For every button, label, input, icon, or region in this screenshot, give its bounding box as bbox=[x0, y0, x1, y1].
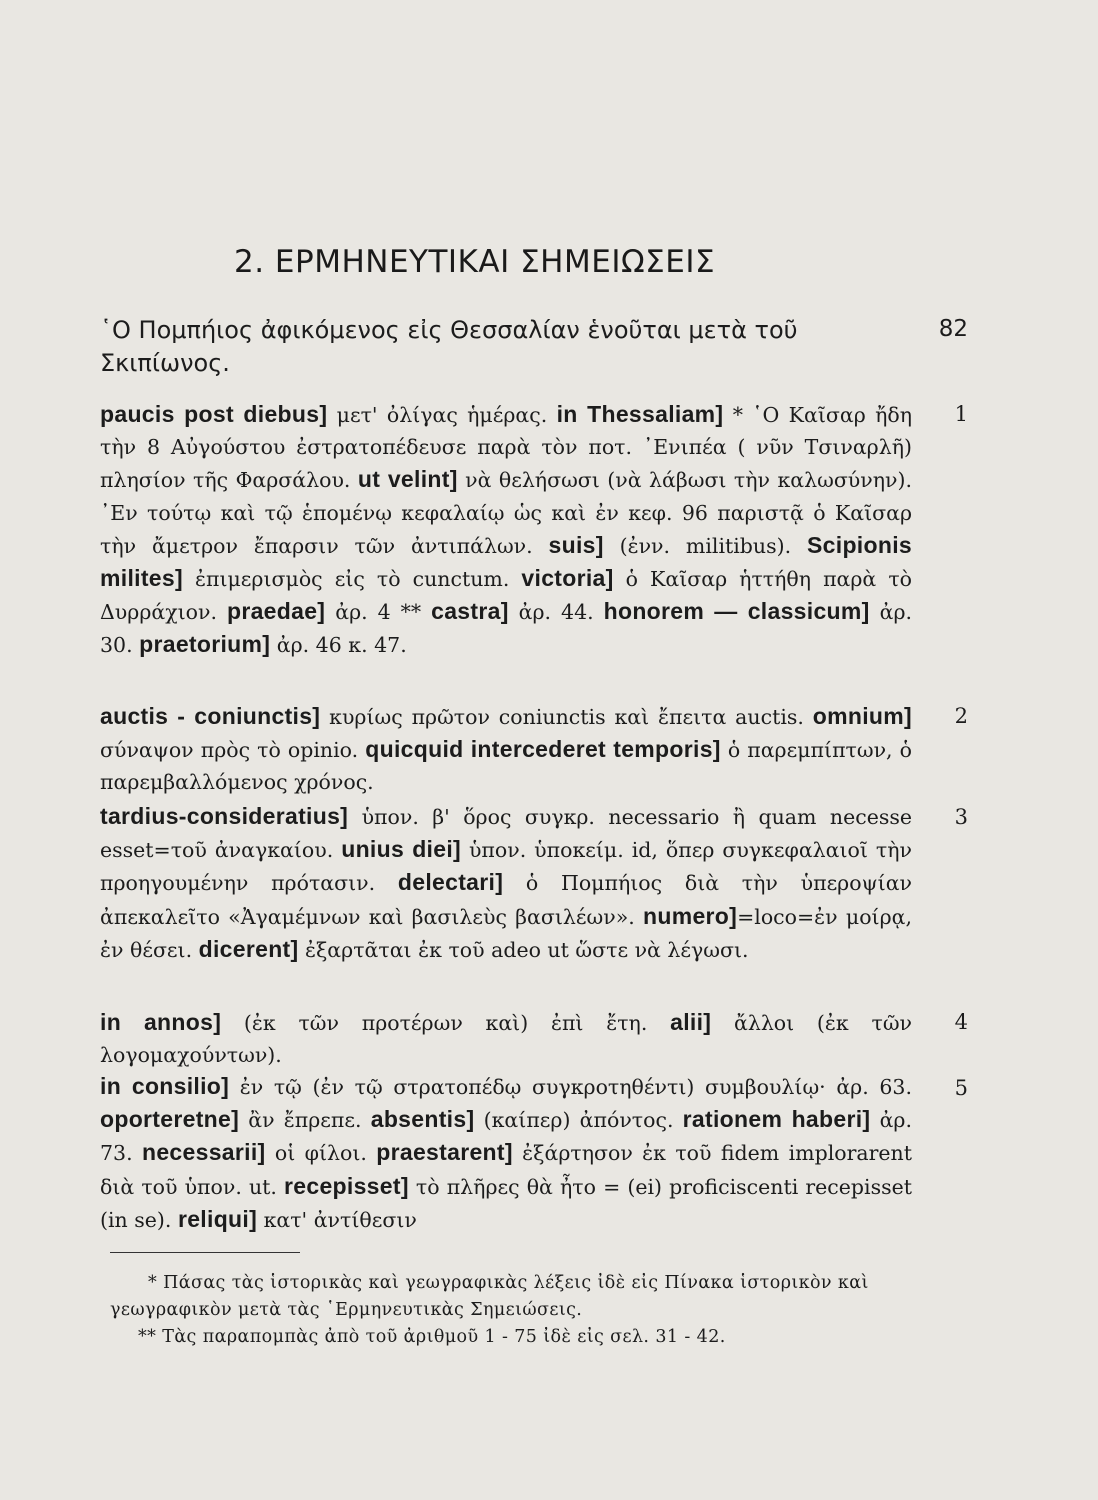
lemma: in Thessaliam] bbox=[556, 401, 724, 427]
gloss: ἀρ. 4 ** bbox=[325, 600, 432, 625]
lemma: auctis - coniunctis] bbox=[100, 703, 321, 729]
lemma: praestarent] bbox=[376, 1139, 513, 1166]
lemma: necessarii] bbox=[141, 1139, 266, 1166]
gloss: ἀρ. 44. bbox=[508, 600, 604, 625]
footnote-1: * Πάσας τὰς ἱστορικὰς καὶ γεωγραφικὰς λέξεις ἰδὲ εἰς Πίνακα ἱστορικὸν καὶ γεωγραφικὸν μετὰ τὰς ῾Ερμηνευτικὰς Σημειώσεις. bbox=[110, 1273, 869, 1320]
lemma: absentis] bbox=[370, 1106, 475, 1133]
lemma: ut velint] bbox=[357, 466, 458, 493]
note-entry-1 bbox=[100, 398, 912, 662]
gloss: ὁ Πομπήιος διὰ τὴν ὑπεροψίαν ἀπεκαλεῖτο «Ἀγαμέμνων καὶ βασιλεὺς βασιλέων». bbox=[100, 871, 912, 929]
gloss: ἐπιμερισμὸς εἰς τὸ cunctum. bbox=[182, 567, 522, 592]
gloss: (ἐκ τῶν προτέρων καὶ) ἐπὶ ἔτη. bbox=[221, 1011, 671, 1035]
gloss: ἄλλοι (ἐκ τῶν λογομαχούντων). bbox=[100, 1011, 913, 1068]
section-heading: 2. ΕΡΜΗΝΕΥΤΙΚΑΙ ΣΗΜΕΙΩΣΕΙΣ bbox=[234, 244, 716, 280]
gloss: ὁ παρεμπίπτων, ὁ παρεμβαλλόμενος χρόνος. bbox=[100, 738, 912, 795]
gloss: ἐν τῷ (ἐν τῷ στρατοπέδῳ συγκροτηθέντι) συμβουλίῳ· ἀρ. 63. bbox=[229, 1075, 912, 1099]
margin-number-1: 1 bbox=[954, 402, 968, 426]
lemma: oporteretne] bbox=[100, 1106, 240, 1133]
note-entry-2 bbox=[100, 700, 912, 799]
lemma: castra] bbox=[431, 598, 509, 625]
lemma: in annos] bbox=[100, 1009, 222, 1035]
lemma: quicquid intercederet temporis] bbox=[365, 736, 721, 763]
lemma: Scipionis milites] bbox=[100, 531, 912, 592]
lemma: numero] bbox=[643, 902, 738, 929]
footnote-2: ** Τὰς παραπομπὰς ἀπὸ τοῦ ἀριθμοῦ 1 - 75 ἰδὲ εἰς σελ. 31 - 42. bbox=[138, 1327, 726, 1347]
gloss: ἀρ. 46 κ. 47. bbox=[270, 633, 407, 658]
gloss: νὰ θελήσωσι (νὰ λάβωσι τὴν καλωσύνην). ᾿Εν τούτῳ καὶ τῷ ἑπομένῳ κεφαλαίῳ ὡς καὶ ἐν κεφ. 96 παριστᾷ ὁ Καῖσαρ τὴν ἄμετρον ἔπαρσιν τῶν ἀντιπάλων. bbox=[100, 468, 912, 558]
margin-number-4: 4 bbox=[954, 1010, 968, 1034]
note-entry-4 bbox=[100, 1006, 912, 1071]
gloss: * ῾Ο Καῖσαρ ἤδη τὴν 8 Αὐγούστου ἐστρατοπέδευσε παρὰ τὸν ποτ. ᾿Ενιπέα ( νῦν Τσιναρλῆ) πλησίον τῆς Φαρσάλου. bbox=[100, 403, 912, 493]
gloss: οἱ φίλοι. bbox=[265, 1141, 377, 1166]
margin-number-2: 2 bbox=[954, 704, 968, 728]
gloss: τὸ πλῆρες θὰ ἦτο = (ei) proficiscenti recepisset (in se). bbox=[100, 1174, 913, 1232]
gloss: ἀρ. 73. bbox=[100, 1108, 912, 1166]
lemma: alii] bbox=[670, 1009, 712, 1035]
margin-number-5: 5 bbox=[954, 1076, 968, 1100]
gloss: μετ' ὀλίγας ἡμέρας. bbox=[327, 403, 557, 427]
lemma: praedae] bbox=[226, 598, 326, 625]
lemma: reliqui] bbox=[177, 1205, 258, 1232]
lemma: victoria] bbox=[521, 565, 614, 592]
margin-number-3: 3 bbox=[954, 805, 968, 829]
lemma: paucis post diebus] bbox=[100, 401, 328, 427]
lemma: suis] bbox=[548, 531, 604, 558]
lemma: unius diei] bbox=[341, 836, 461, 863]
lemma: tardius-consideratius] bbox=[100, 803, 349, 829]
gloss: ὑπον. β' ὅρος συγκρ. necessario ἢ quam necesse esset=τοῦ ἀναγκαίου. bbox=[100, 805, 912, 863]
lemma: delectari] bbox=[397, 869, 504, 896]
section-summary: ῾Ο Πομπήιος ἀφικόμενος εἰς Θεσσαλίαν ἑνοῦται μετὰ τοῦ Σκιπίωνος. bbox=[100, 316, 798, 377]
chapter-number: 82 bbox=[938, 316, 968, 342]
gloss: ἐξάρτησον ἐκ τοῦ fidem implorarent διὰ τοῦ ὑπον. ut. bbox=[100, 1141, 913, 1199]
gloss: κυρίως πρῶτον coniunctis καὶ ἔπειτα auctis. bbox=[320, 705, 813, 729]
lemma: praetorium] bbox=[139, 631, 271, 658]
gloss: ὑπον. ὑποκείμ. id, ὅπερ συγκεφαλαιοῖ τὴν προηγουμένην πρότασιν. bbox=[100, 838, 912, 896]
gloss: (καίπερ) ἀπόντος. bbox=[474, 1108, 683, 1133]
lemma: omnium] bbox=[812, 703, 912, 729]
lemma: dicerent] bbox=[198, 935, 299, 962]
gloss: ἀρ. 30. bbox=[100, 600, 913, 658]
gloss: σύναψον πρὸς τὸ opinio. bbox=[100, 738, 366, 763]
gloss: ὁ Καῖσαρ ἡττήθη παρὰ τὸ Δυρράχιον. bbox=[100, 567, 913, 625]
lemma: rationem haberi] bbox=[682, 1106, 871, 1133]
gloss: ἂν ἔπρεπε. bbox=[239, 1108, 371, 1133]
note-entry-3 bbox=[100, 800, 912, 966]
gloss: (ἐνν. militibus). bbox=[603, 533, 808, 558]
gloss: =loco=ἐν μοίρᾳ, ἐν θέσει. bbox=[100, 904, 912, 962]
note-entry-5 bbox=[100, 1070, 912, 1236]
lemma: recepisset] bbox=[284, 1172, 409, 1199]
gloss: κατ' ἀντίθεσιν bbox=[257, 1207, 417, 1232]
gloss: ἐξαρτᾶται ἐκ τοῦ adeo ut ὥστε νὰ λέγωσι. bbox=[298, 937, 749, 962]
footnote-divider bbox=[110, 1252, 300, 1253]
lemma: honorem — classicum] bbox=[603, 598, 870, 625]
lemma: in consilio] bbox=[100, 1073, 230, 1099]
